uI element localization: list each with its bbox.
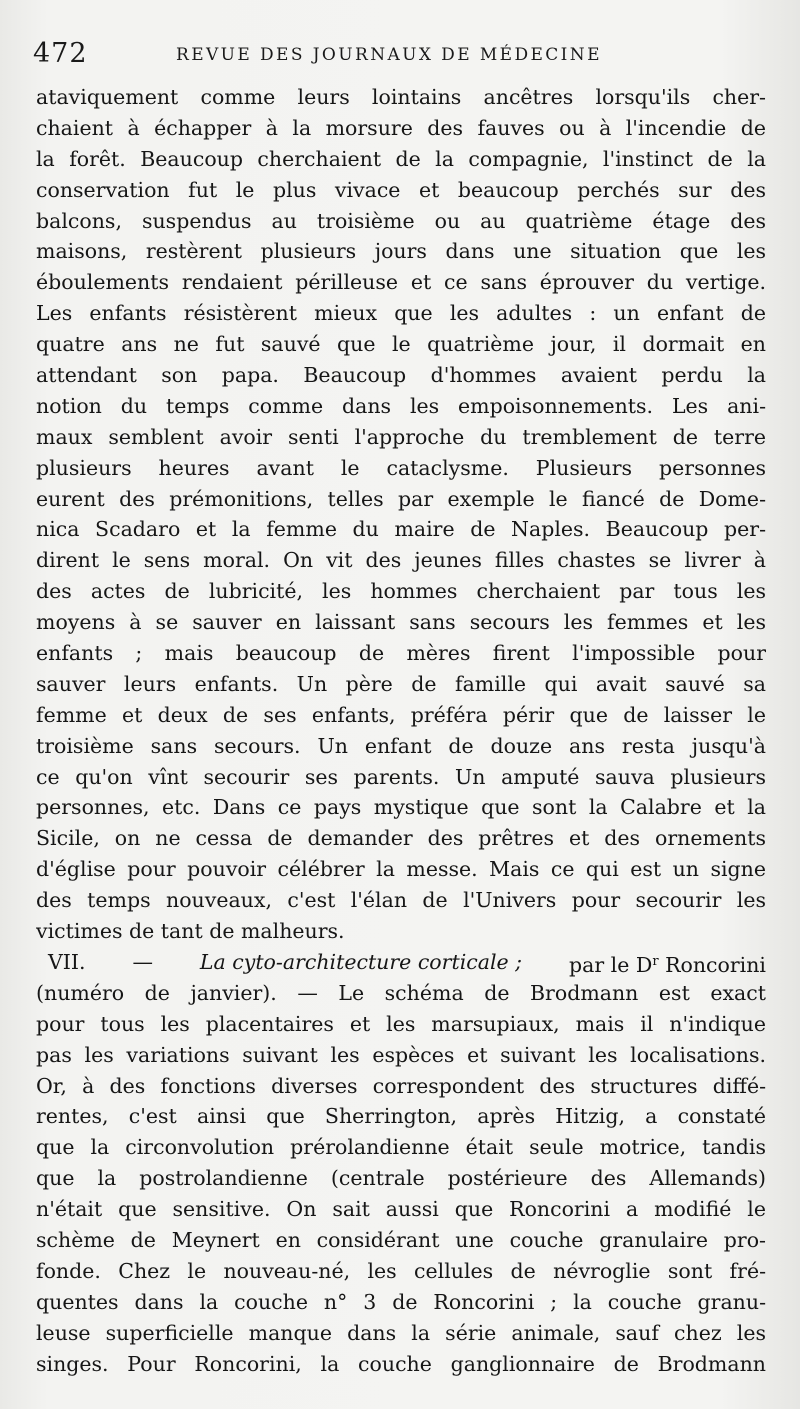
text-line: que la postrolandienne (centrale postérieure des Allemands) [36,1166,766,1191]
section-heading [36,947,766,978]
text-line: attendant son papa. Beaucoup d'hommes avaient perdu la [36,363,766,388]
text-line: ce qu'on vînt secourir ses parents. Un amputé sauva plusieurs [36,764,766,789]
text-line: rentes, c'est ainsi que Sherrington, après Hitzig, a constaté [36,1104,766,1129]
text-line: victimes de tant de malheurs. [36,919,345,944]
paragraph-earthquake [36,82,766,947]
author-prefix: par le D [569,952,653,977]
text-line: éboulements rendaient périlleuse et ce sans éprouver du vertige. [36,270,766,295]
text-line: eurent des prémonitions, telles par exemple le fiancé de Dome- [36,486,766,511]
text-line: personnes, etc. Dans ce pays mystique que sont la Calabre et la [36,795,766,820]
text-line: leuse superficielle manque dans la série animale, sauf chez les [36,1320,766,1345]
section-dash: — [132,949,153,974]
text-line: notion du temps comme dans les empoisonnements. Les ani- [36,393,766,418]
text-line: maux semblent avoir senti l'approche du tremblement de terre [36,424,766,449]
running-head [33,36,768,72]
text-line: sauver leurs enfants. Un père de famille qui avait sauvé sa [36,671,766,696]
body-text [36,82,766,1379]
paragraph-cyto-architecture [36,978,766,1380]
text-line: la forêt. Beaucoup cherchaient de la compagnie, l'instinct de la [36,146,766,171]
text-line: fonde. Chez le nouveau-né, les cellules de névroglie sont fré- [36,1258,766,1283]
text-line: balcons, suspendus au troisième ou au quatrième étage des [36,208,766,233]
author-name: Roncorini [665,952,766,977]
text-line: n'était que sensitive. On sait aussi que Roncorini a modifié le [36,1197,766,1222]
text-line: Or, à des fonctions diverses correspondent des structures diffé- [36,1073,766,1098]
author-title-superscript: r [652,953,659,969]
text-line: chaient à échapper à la morsure des fauves ou à l'incendie de [36,115,766,140]
text-line: nica Scadaro et la femme du maire de Naples. Beaucoup per- [36,517,766,542]
text-line: troisième sans secours. Un enfant de douze ans resta jusqu'à [36,733,766,758]
text-line: quentes dans la couche n° 3 de Roncorini ; la couche granu- [36,1289,766,1314]
text-line: Les enfants résistèrent mieux que les adultes : un enfant de [36,301,766,326]
article-title: La cyto-architecture corticale ; [199,949,523,974]
text-line: que la circonvolution prérolandienne était seule motrice, tandis [36,1135,766,1160]
text-line: moyens à se sauver en laissant sans secours les femmes et les [36,610,766,635]
text-line: singes. Pour Roncorini, la couche ganglionnaire de Brodmann [36,1351,766,1376]
text-line: plusieurs heures avant le cataclysme. Plusieurs personnes [36,455,766,480]
article-author [569,947,766,978]
section-number: VII. [48,949,86,974]
journal-title: REVUE DES JOURNAUX DE MÉDECINE [176,45,602,65]
text-line: pour tous les placentaires et les marsupiaux, mais il n'indique [36,1011,766,1036]
text-line: d'église pour pouvoir célébrer la messe. Mais ce qui est un signe [36,857,766,882]
text-line: schème de Meynert en considérant une couche granulaire pro- [36,1227,766,1252]
page-number: 472 [33,38,88,69]
text-line: Sicile, on ne cessa de demander des prêtres et des ornements [36,826,766,851]
text-line: des temps nouveaux, c'est l'élan de l'Univers pour secourir les [36,888,766,913]
text-line: des actes de lubricité, les hommes cherchaient par tous les [36,579,766,604]
text-line: ataviquement comme leurs lointains ancêtres lorsqu'ils cher- [36,85,766,109]
text-line: dirent le sens moral. On vit des jeunes filles chastes se livrer à [36,548,766,573]
text-line: maisons, restèrent plusieurs jours dans une situation que les [36,239,766,264]
text-line: quatre ans ne fut sauvé que le quatrième jour, il dormait en [36,332,766,357]
text-line: conservation fut le plus vivace et beaucoup perchés sur des [36,177,766,202]
text-line: (numéro de janvier). — Le schéma de Brodmann est exact [36,980,766,1005]
text-line: pas les variations suivant les espèces et suivant les localisations. [36,1042,766,1067]
text-line: enfants ; mais beaucoup de mères firent l'impossible pour [36,641,766,666]
text-line: femme et deux de ses enfants, préféra périr que de laisser le [36,702,766,727]
